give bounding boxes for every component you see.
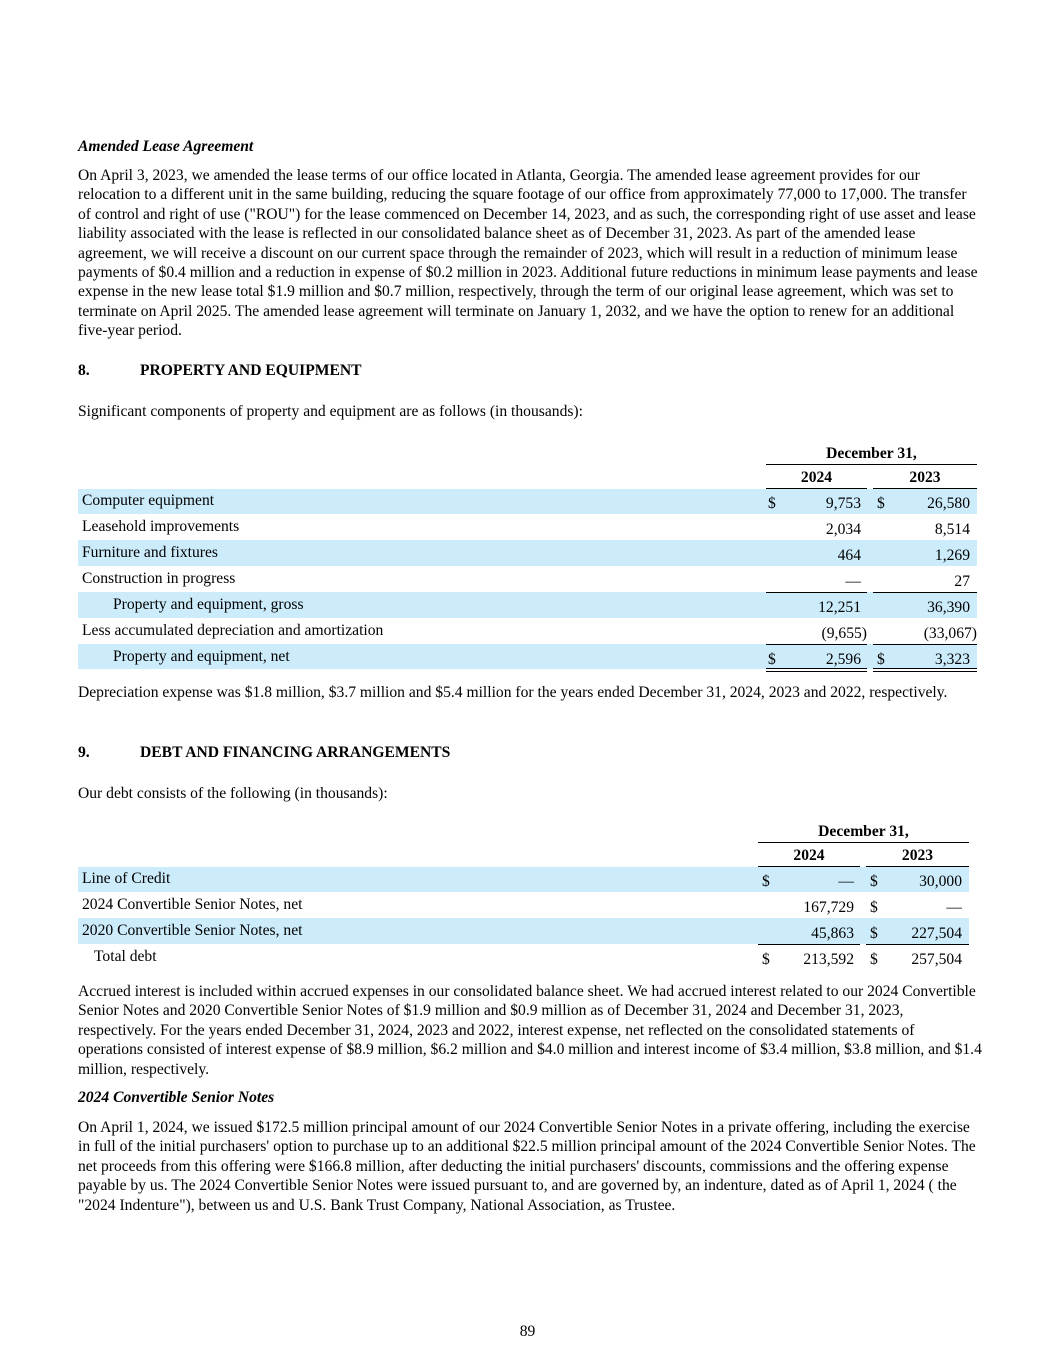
- debt-value-2023: 257,504: [911, 951, 962, 968]
- debt-col-2024: 2024: [793, 847, 825, 864]
- debt-currency-2023: $: [870, 925, 878, 942]
- lease-paragraph: [78, 166, 983, 341]
- pe-value-2024: 9,753: [825, 495, 861, 512]
- pe-value-2024: 12,251: [818, 599, 861, 616]
- depreciation-paragraph: [78, 683, 983, 702]
- pe-value-2023: (33,067): [923, 625, 977, 642]
- debt-row-label: Line of Credit: [82, 870, 171, 887]
- pe-value-2023: 8,514: [934, 521, 970, 538]
- accrued-interest-text: Accrued interest is included within accrued expenses in our consolidated balance sheet. We had accrued interest related to our 2024 Convertible Senior Notes and 2020 Convertible Senior Notes of $1.9 million and $0.9 million as of December 31, 2024 and December 31, 2023, respectively. For the years ended December 31, 2024, 2023 and 2022, interest expense, net reflected on the consolidated statements of operations consisted of interest expense of $8.9 million, $6.2 million and $4.0 million and interest income of $3.4 million, $3.8 million, and $1.4 million, respectively.: [78, 983, 982, 1078]
- pe-value-2024: —: [845, 573, 861, 590]
- debt-value-2024: 45,863: [811, 925, 854, 942]
- pe-row-label: Furniture and fixtures: [82, 544, 218, 561]
- pe-currency-2024: $: [768, 651, 776, 668]
- debt-row-label: Total debt: [94, 948, 157, 965]
- pe-row-label: Property and equipment, net: [113, 648, 290, 665]
- debt-value-2023: 30,000: [919, 873, 962, 890]
- section-9-title: DEBT AND FINANCING ARRANGEMENTS: [140, 744, 451, 761]
- pe-value-2023: 36,390: [927, 599, 970, 616]
- debt-period-header: December 31,: [818, 823, 909, 840]
- debt-currency-2023: $: [870, 873, 878, 890]
- notes-paragraph: [78, 1118, 983, 1215]
- page-number: 89: [519, 1323, 536, 1340]
- debt-value-2023: 227,504: [911, 925, 962, 942]
- depreciation-text: Depreciation expense was $1.8 million, $3.7 million and $5.4 million for the years ended December 31, 2024, 2023 and 2022, respectively.: [78, 684, 948, 701]
- section-9-number: 9.: [78, 744, 90, 761]
- pe-col-2023: 2023: [909, 469, 941, 486]
- pe-currency-2023: $: [877, 495, 885, 512]
- section-8-title: PROPERTY AND EQUIPMENT: [140, 362, 362, 379]
- debt-currency-2023: $: [870, 899, 878, 916]
- pe-value-2024: 2,596: [825, 651, 861, 668]
- debt-row-label: 2020 Convertible Senior Notes, net: [82, 922, 303, 939]
- section-9-intro: Our debt consists of the following (in thousands):: [78, 785, 388, 802]
- accrued-interest-paragraph: [78, 982, 983, 1079]
- pe-currency-2023: $: [877, 651, 885, 668]
- pe-value-2023: 27: [954, 573, 970, 590]
- pe-row-label: Less accumulated depreciation and amortization: [82, 622, 384, 639]
- pe-row-label: Construction in progress: [82, 570, 236, 587]
- notes-text: On April 1, 2024, we issued $172.5 million principal amount of our 2024 Convertible Senior Notes in a private offering, including the exercise in full of the initial purchasers' option to purchase up to an additional $22.5 million principal amount of the 2024 Convertible Senior Notes. The net proceeds from this offering were $166.8 million, after deducting the initial purchasers' discounts, commissions and the offering expense payable by us. The 2024 Convertible Senior Notes were issued pursuant to, and are governed by, an indenture, dated as of April 1, 2024 ( the "2024 Indenture"), between us and U.S. Bank Trust Company, National Association, as Trustee.: [78, 1119, 976, 1214]
- debt-value-2024: 167,729: [803, 899, 854, 916]
- pe-value-2024: 464: [837, 547, 861, 564]
- pe-value-2024: 2,034: [825, 521, 861, 538]
- debt-currency-2024: $: [762, 951, 770, 968]
- debt-value-2024: 213,592: [803, 951, 854, 968]
- section-9-heading: [78, 743, 983, 762]
- lease-paragraph-text: On April 3, 2023, we amended the lease terms of our office located in Atlanta, Georgia. The amended lease agreement provides for our relocation to a different unit in the same building, reducing the square footage of our office from approximately 77,000 to 17,000. The transfer of control and right of use ("ROU") for the lease commenced on December 14, 2023, and as such, the corresponding right of use asset and lease liability associated with the lease is reflected in our consolidated balance sheet as of December 31, 2023. As part of the amended lease agreement, we will receive a discount on our current space through the remainder of 2023, which will result in a reduction of minimum lease payments of $0.4 million and a reduction in expense of $0.2 million in 2023. Additional future reductions in minimum lease payments and lease expense in the new lease total $1.9 million and $0.7 million, respectively, through the term of our original lease agreement, which was set to terminate on April 2025. The amended lease agreement will terminate on January 1, 2032, and we have the option to renew for an additional five-year period.: [78, 167, 978, 340]
- pe-value-2024: (9,655): [821, 625, 867, 642]
- pe-period-header: December 31,: [826, 445, 917, 462]
- section-8-number: 8.: [78, 362, 90, 379]
- debt-col-2023: 2023: [901, 847, 934, 864]
- debt-currency-2023: $: [870, 951, 878, 968]
- pe-row-label: Property and equipment, gross: [113, 596, 304, 613]
- pe-value-2023: 26,580: [927, 495, 970, 512]
- debt-row-label: 2024 Convertible Senior Notes, net: [82, 896, 303, 913]
- section-8-heading: [78, 361, 983, 380]
- debt-value-2023: —: [946, 899, 962, 916]
- debt-value-2024: —: [838, 873, 854, 890]
- pe-row-label: Leasehold improvements: [82, 518, 240, 535]
- pe-value-2023: 1,269: [934, 547, 970, 564]
- pe-col-2024: 2024: [800, 469, 833, 486]
- pe-value-2023: 3,323: [934, 651, 970, 668]
- debt-currency-2024: $: [762, 873, 770, 890]
- pe-row-label: Computer equipment: [82, 492, 215, 509]
- pe-currency-2024: $: [768, 495, 776, 512]
- lease-heading: Amended Lease Agreement: [78, 138, 254, 155]
- section-8-intro: Significant components of property and equipment are as follows (in thousands):: [78, 403, 583, 420]
- notes-heading: 2024 Convertible Senior Notes: [78, 1089, 275, 1106]
